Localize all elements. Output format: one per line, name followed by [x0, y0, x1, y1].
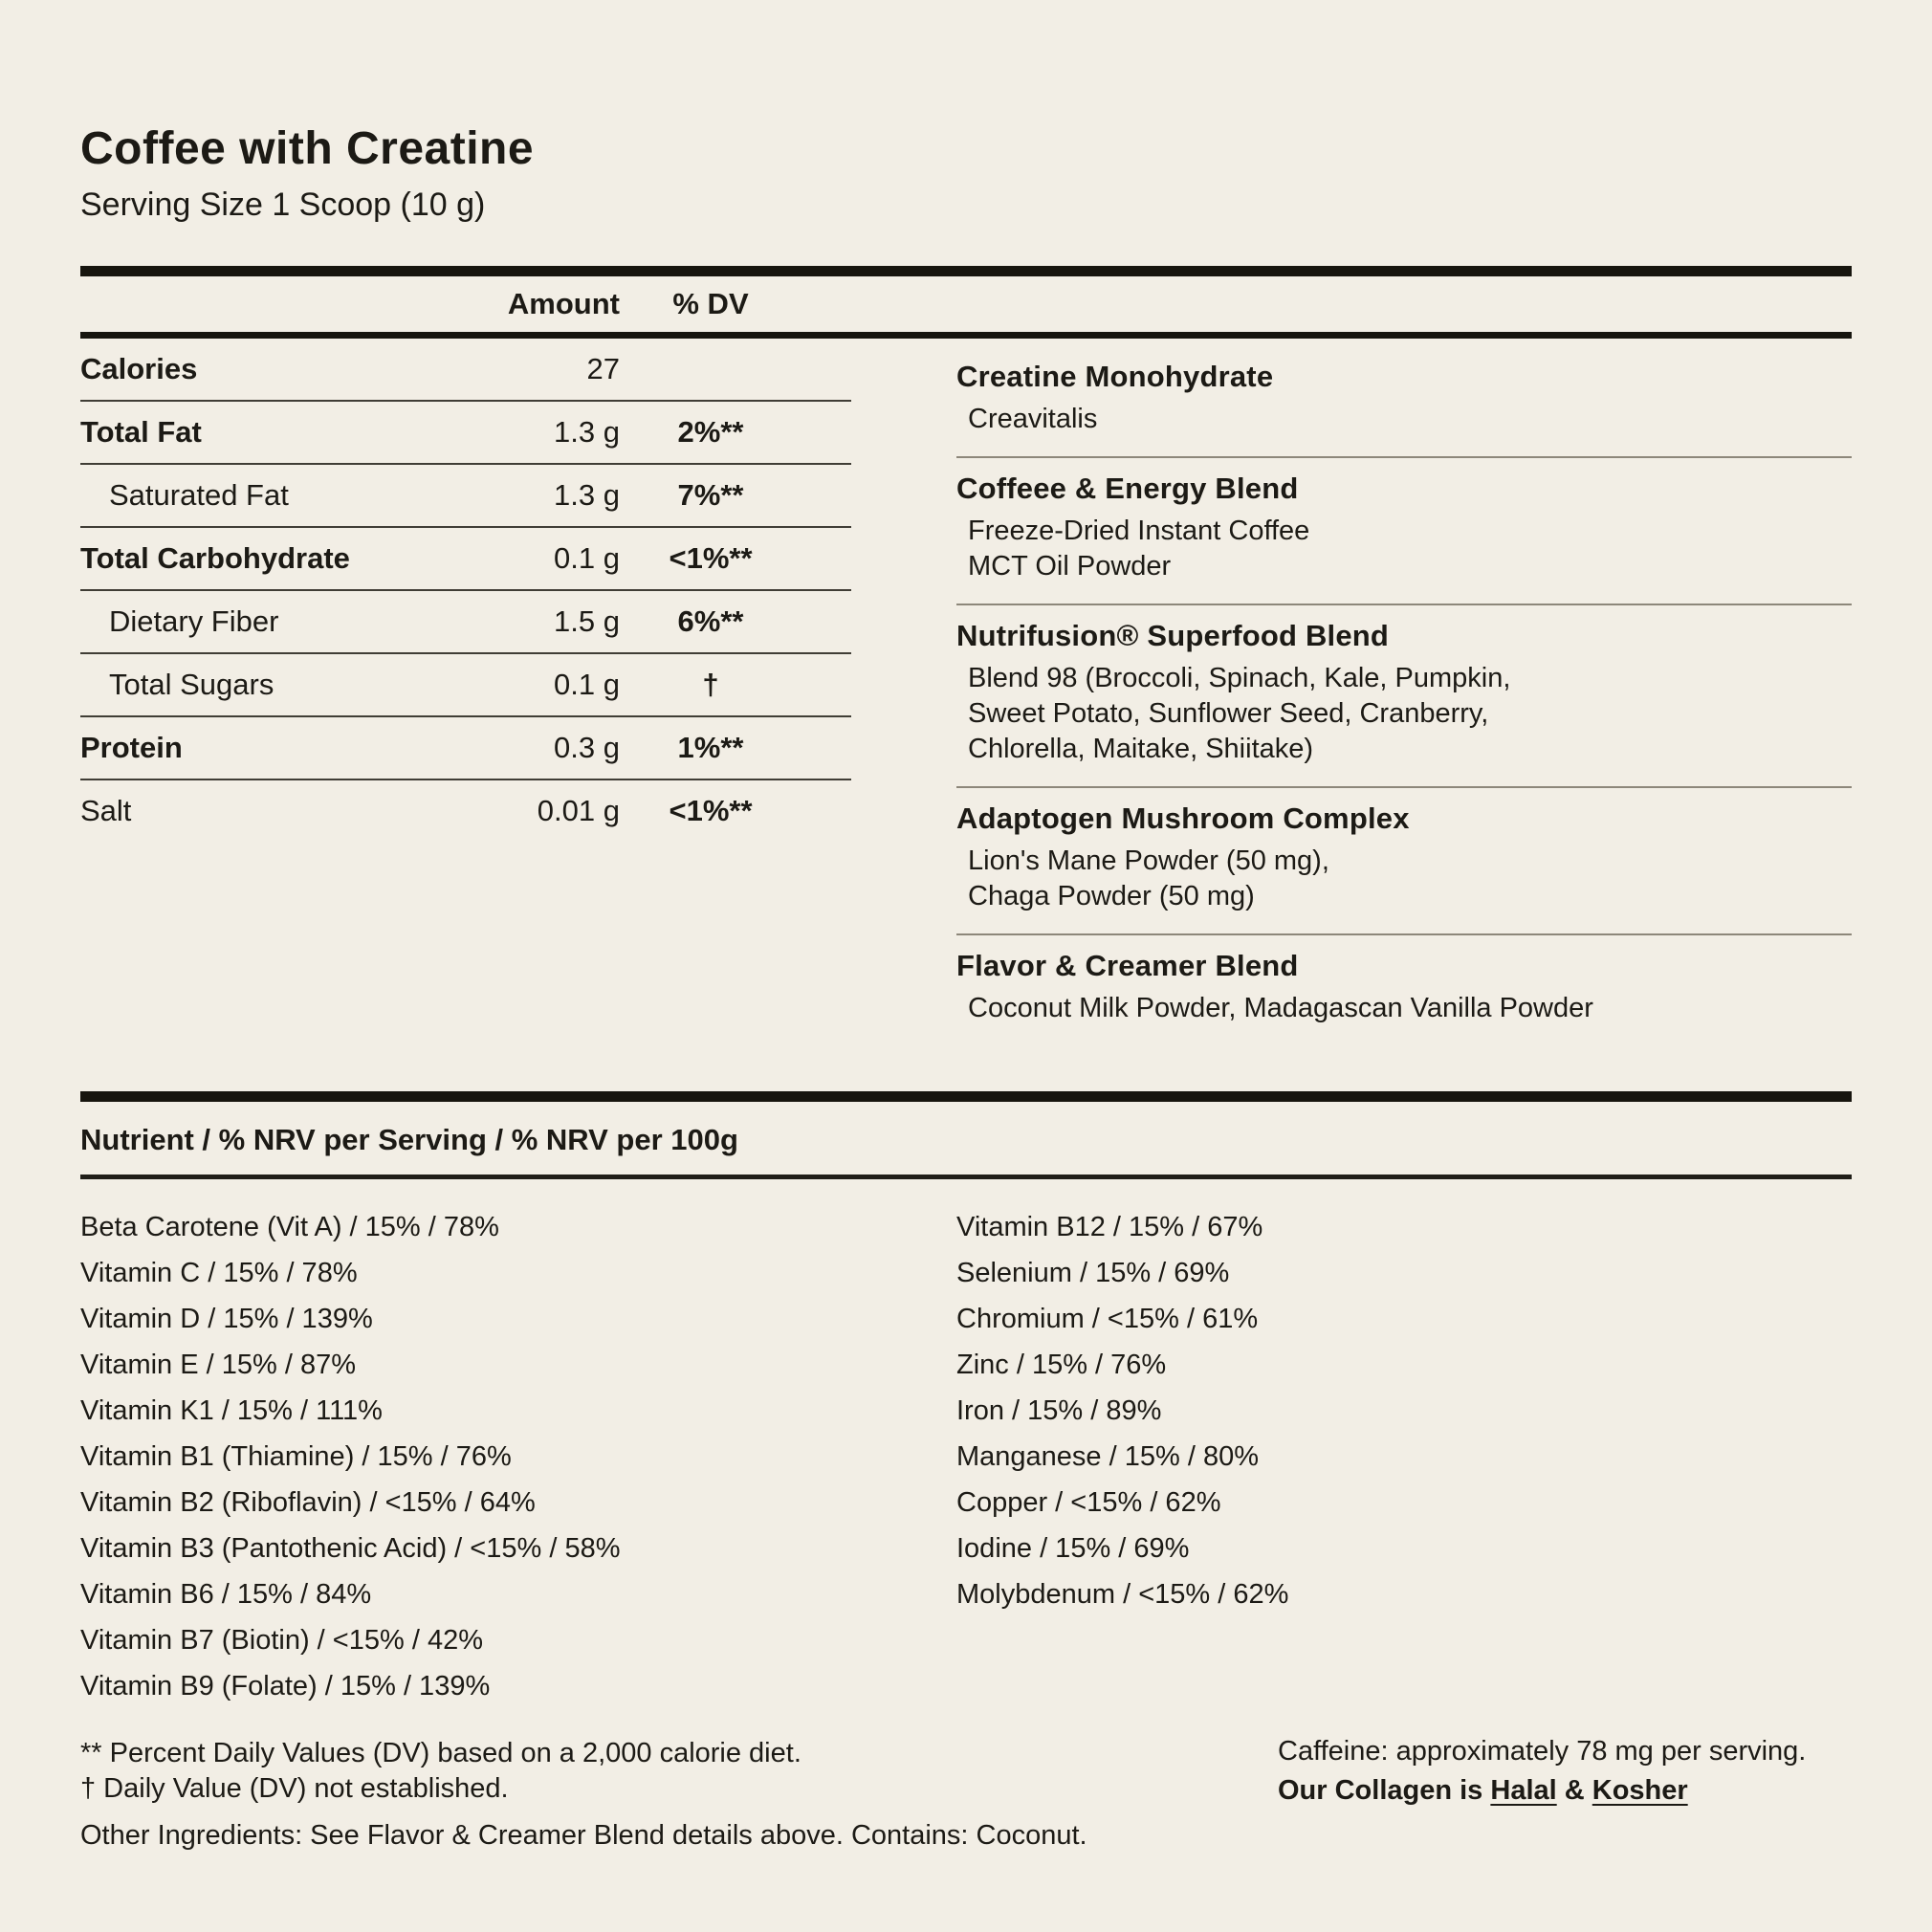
- collagen-prefix: Our Collagen is: [1278, 1775, 1491, 1806]
- blend-nutrifusion-superfood: [956, 605, 1852, 788]
- table-row-salt: [80, 780, 851, 842]
- table-row-total-carbohydrate: [80, 528, 851, 591]
- blend-line: Chlorella, Maitake, Shiitake): [968, 734, 1314, 764]
- caffeine-note: Caffeine: approximately 78 mg per serving.: [1278, 1736, 1807, 1767]
- nutrient-item: Vitamin D / 15% / 139%: [80, 1304, 373, 1334]
- nutrient-item: Selenium / 15% / 69%: [956, 1258, 1230, 1288]
- blend-flavor-creamer: [956, 935, 1852, 1045]
- other-ingredients-note: Other Ingredients: See Flavor & Creamer Blend details above. Contains: Coconut.: [80, 1820, 1087, 1851]
- blend-line: Sweet Potato, Sunflower Seed, Cranberry,: [968, 698, 1489, 729]
- row-label: Calories: [80, 352, 198, 385]
- nutrient-item: Vitamin C / 15% / 78%: [80, 1258, 358, 1288]
- blend-line: Chaga Powder (50 mg): [968, 881, 1255, 911]
- row-label: Total Fat: [80, 415, 202, 449]
- row-amount: 0.01 g: [537, 794, 620, 827]
- nutrient-item: Iodine / 15% / 69%: [956, 1533, 1190, 1564]
- row-amount: 1.3 g: [554, 478, 620, 512]
- row-amount: 1.5 g: [554, 604, 620, 638]
- row-label: Salt: [80, 794, 132, 827]
- nutrient-item: Vitamin E / 15% / 87%: [80, 1350, 357, 1380]
- facts-table-header: [80, 276, 851, 332]
- nutrient-item: Vitamin B2 (Riboflavin) / <15% / 64%: [80, 1487, 536, 1518]
- blend-title: Nutrifusion® Superfood Blend: [956, 619, 1390, 652]
- dv-column-header: % DV: [672, 287, 749, 320]
- nutrient-item: Vitamin B12 / 15% / 67%: [956, 1212, 1263, 1242]
- row-label: Protein: [80, 731, 183, 764]
- blend-line: Lion's Mane Powder (50 mg),: [968, 845, 1329, 876]
- blend-title: Coffeee & Energy Blend: [956, 472, 1299, 505]
- blend-line: Freeze-Dried Instant Coffee: [968, 516, 1310, 546]
- nutrient-item: Vitamin B6 / 15% / 84%: [80, 1579, 372, 1610]
- row-amount: 0.3 g: [554, 731, 620, 764]
- footnotes-block: [80, 1736, 1278, 1852]
- blend-creatine-monohydrate: [956, 339, 1852, 458]
- nrv-lists: [80, 1179, 1852, 1709]
- row-label: Dietary Fiber: [109, 604, 279, 638]
- footer: [80, 1736, 1852, 1852]
- nutrient-item: Vitamin K1 / 15% / 111%: [80, 1395, 383, 1426]
- facts-header-divider: [80, 332, 1852, 339]
- blend-coffee-energy: [956, 458, 1852, 605]
- row-amount: 0.1 g: [554, 541, 620, 575]
- blend-title: Flavor & Creamer Blend: [956, 949, 1299, 982]
- dagger-footnote: † Daily Value (DV) not established.: [80, 1773, 509, 1804]
- main-columns: [80, 339, 1852, 1045]
- halal-link[interactable]: Halal: [1490, 1775, 1557, 1806]
- blend-title: Creatine Monohydrate: [956, 360, 1274, 393]
- row-amount: 1.3 g: [554, 415, 620, 449]
- table-row-saturated-fat: [80, 465, 851, 528]
- amount-column-header: Amount: [507, 287, 620, 320]
- nutrient-item: Vitamin B9 (Folate) / 15% / 139%: [80, 1671, 491, 1701]
- kosher-link[interactable]: Kosher: [1592, 1775, 1688, 1806]
- row-dv: 6%**: [677, 604, 744, 638]
- dv-footnote: ** Percent Daily Values (DV) based on a 2,000 calorie diet.: [80, 1738, 801, 1768]
- blend-line: MCT Oil Powder: [968, 551, 1172, 582]
- nutrient-item: Vitamin B3 (Pantothenic Acid) / <15% / 58%: [80, 1533, 621, 1564]
- blend-line: Coconut Milk Powder, Madagascan Vanilla Powder: [968, 993, 1593, 1023]
- row-label: Total Carbohydrate: [80, 541, 350, 575]
- row-amount: 0.1 g: [554, 668, 620, 701]
- nutrient-item: Vitamin B7 (Biotin) / <15% / 42%: [80, 1625, 483, 1656]
- nrv-section-header: Nutrient / % NRV per Serving / % NRV per 100g: [80, 1123, 738, 1156]
- table-row-protein: [80, 717, 851, 780]
- caffeine-collagen-block: [1278, 1736, 1852, 1852]
- page-title: Coffee with Creatine: [80, 123, 535, 174]
- nrv-list-right: [956, 1204, 1852, 1709]
- row-dv: 7%**: [677, 478, 744, 512]
- nutrient-item: Iron / 15% / 89%: [956, 1395, 1162, 1426]
- row-label: Saturated Fat: [109, 478, 289, 512]
- nutrient-item: Manganese / 15% / 80%: [956, 1441, 1259, 1472]
- blends-column: [956, 339, 1852, 1045]
- blend-line: Creavitalis: [968, 404, 1098, 434]
- blend-line: Blend 98 (Broccoli, Spinach, Kale, Pumpkin,: [968, 663, 1511, 693]
- blend-adaptogen-mushroom: [956, 788, 1852, 935]
- nutrient-item: Beta Carotene (Vit A) / 15% / 78%: [80, 1212, 499, 1242]
- row-dv: 1%**: [677, 731, 744, 764]
- nrv-top-divider: [80, 1091, 1852, 1102]
- facts-table: [80, 339, 851, 1045]
- top-divider: [80, 266, 1852, 276]
- row-amount: 27: [586, 352, 620, 385]
- nutrient-item: Copper / <15% / 62%: [956, 1487, 1221, 1518]
- row-dv: <1%**: [669, 541, 753, 575]
- blend-title: Adaptogen Mushroom Complex: [956, 801, 1410, 835]
- nutrient-item: Zinc / 15% / 76%: [956, 1350, 1167, 1380]
- nutrient-item: Chromium / <15% / 61%: [956, 1304, 1259, 1334]
- row-dv: 2%**: [677, 415, 744, 449]
- row-dv: †: [702, 668, 719, 701]
- serving-size: Serving Size 1 Scoop (10 g): [80, 187, 486, 223]
- nutrient-item: Vitamin B1 (Thiamine) / 15% / 76%: [80, 1441, 512, 1472]
- table-row-calories: [80, 339, 851, 402]
- collagen-ampersand: &: [1556, 1775, 1592, 1806]
- table-row-total-fat: [80, 402, 851, 465]
- nutrient-item: Molybdenum / <15% / 62%: [956, 1579, 1289, 1610]
- row-label: Total Sugars: [109, 668, 274, 701]
- row-dv: <1%**: [669, 794, 753, 827]
- nrv-list-left: [80, 1204, 851, 1709]
- collagen-note: [1278, 1775, 1852, 1807]
- table-row-dietary-fiber: [80, 591, 851, 654]
- table-row-total-sugars: [80, 654, 851, 717]
